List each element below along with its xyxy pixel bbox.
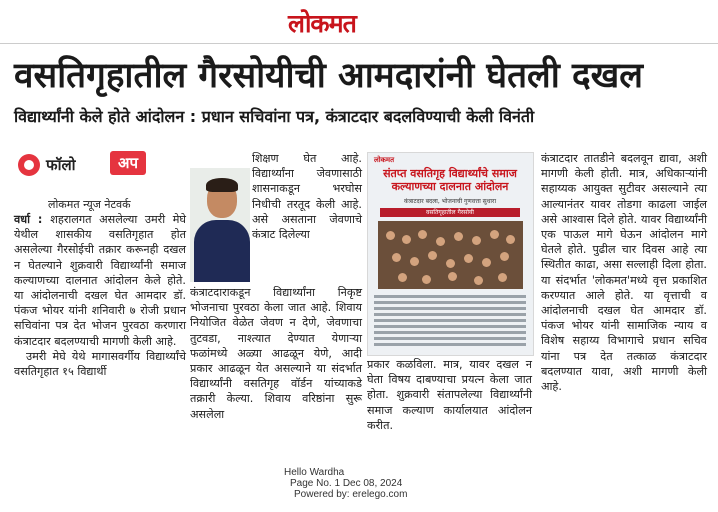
follow-up-icon <box>18 154 40 176</box>
follow-label: फॉलो <box>46 156 76 174</box>
follow-up-badge <box>14 148 184 182</box>
article-paragraph: उमरी मेघे येथे मागासवर्गीय विद्यार्थ्यांचे वसतिगृहात १५ विद्यार्थी <box>14 349 186 379</box>
previous-article-clipping <box>367 152 534 356</box>
subheadline: विद्यार्थ्यांनी केले होते आंदोलन : प्रधान सचिवांना पत्र, कंत्राटदार बदलविण्याची केली विनंती <box>14 107 535 126</box>
clipping-subtitle: कंत्राटदार बदला, भोजनाची गुणवत्ता सुधारा <box>404 198 496 205</box>
byline: लोकमत न्यूज नेटवर्क <box>48 198 131 211</box>
page-footer <box>284 467 407 500</box>
article-column-2: कंत्राटदाराकडून विद्यार्थ्यांना निकृष्ट भोजनाचा पुरवठा केला जात आहे. शिवाय नियोजित वेळेत जेवण न देणे, जेवणाचा तुटवडा, नाश्त्यात देण्यात येणाऱ्या फळांमध्ये अळ्या आढळून येणे, आदी प्रकार आढळून येत असल्याने या संदर्भात विद्यार्थ्यांनी वसतिगृह वॉर्डन यांच्याकडे तक्रारी केल्या. शिवाय वरिष्ठांना सुरू असलेला <box>190 286 362 421</box>
clipping-bar: वसतिगृहातील गैरसोयी <box>380 208 520 217</box>
article-column-4: कंत्राटदार तातडीने बदलवून द्यावा, अशी मागणी केली होती. मात्र, अधिकाऱ्यांनी सहाय्यक आयुक्त सुटीवर असल्याने त्या आल्यानंतर यावर तोडगा काढला जाईल असे आश्वास दिले होते. यावर विद्यार्थ्यांनी एक पाऊल मागे घेऊन आंदोलन मागे घेतले होते. पुढील चार दिवस आहे त्या स्थितीत काढा, असा सल्लाही दिला होता. या संदर्भात 'लोकमत'मध्ये वृत्त प्रकाशित करण्यात आले होते. या वृत्ताची व आंदोलनाची दखल घेत आमदार डॉ. पंकज भोयर यांनी सामाजिक न्याय व विशेष सहाय्य विभागाचे प्रधान सचिव यांना पत्र देत तत्काळ कंत्राटदार बदलण्यात यावा, अशी मागणी केली आहे. <box>541 152 707 394</box>
headline: वसतिगृहातील गैरसोयीची आमदारांनी घेतली दखल <box>14 56 643 96</box>
article-column-2-top: शिक्षण घेत आहे. विद्यार्थ्यांना जेवणासाठी शासनाकडून भरघोस निधीची तरतूद केली आहे. असे असताना जेवणाचे कंत्राट दिलेल्या <box>252 152 362 242</box>
masthead <box>0 0 718 44</box>
masthead-divider <box>0 43 718 44</box>
footer-page: Page No. 1 Dec 08, 2024 <box>290 478 403 489</box>
footer-powered-by: Powered by: erelego.com <box>294 489 408 500</box>
article-column-3: प्रकार कळविला. मात्र, यावर दखल न घेता विषय दाबण्याचा प्रयत्न केला जात होता. शुक्रवारी संतापलेल्या विद्यार्थ्यांनी समाज कल्याण कार्यालयात आंदोलन करीत. <box>367 358 532 432</box>
photo-hair <box>206 178 238 192</box>
photo-body <box>194 220 250 282</box>
up-label: अप <box>110 151 146 175</box>
clipping-text-lines <box>374 295 526 349</box>
article-column-1 <box>14 212 186 379</box>
clipping-logo: लोकमत <box>374 156 395 164</box>
footer-edition: Hello Wardha <box>284 467 345 478</box>
mla-photo <box>190 168 250 282</box>
clipping-title: संतप्त वसतिगृह विद्यार्थ्यांचे समाज कल्याणच्या दालनात आंदोलन <box>383 167 517 193</box>
article-paragraph: शहरालगत असलेल्या उमरी मेघे येथील शासकीय वसतिगृहात होत असलेल्या गैरसोईची तक्रार करूनही दखल न घेतल्याने शुक्रवारी विद्यार्थ्यांनी समाज कल्याणच्या दालनात आंदोलन केले होते. या आंदोलनाची दखल घेत आमदार डॉ. पंकज भोयर यांनी शनिवारी ७ रोजी प्रधान सचिवांना पत्र देत भोजन पुरवठा करणारा कंत्राटदार बदलण्याची मागणी केली आहे. <box>14 213 186 348</box>
clipping-photo <box>378 221 523 289</box>
dateline: वर्धा : <box>14 213 51 226</box>
newspaper-logo: लोकमत <box>288 9 356 38</box>
